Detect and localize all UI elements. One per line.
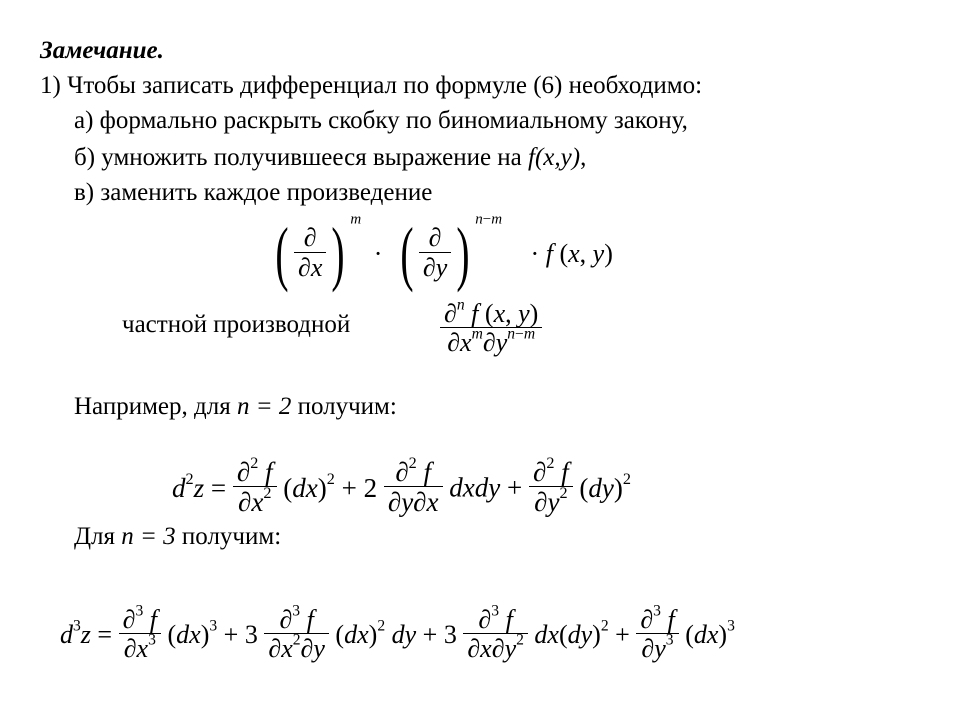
n3-value: n = 3 (121, 523, 176, 550)
replace-label: частной производной (122, 311, 351, 338)
item-b-end: , (580, 144, 587, 171)
example-suffix: получим: (291, 393, 397, 420)
example-n3 (74, 522, 281, 552)
item-b (74, 143, 586, 173)
remark-title: Замечание. (40, 37, 164, 64)
formula-product: ( $\frac{\partial}{\partial x}$ ) $^m$ · ( $\frac{\partial}{\partial y}$ ) $^{n-m}$ · f (x, y) (275, 211, 613, 293)
item-b-math: f(x,y) (528, 144, 581, 171)
formula-d3: $d^3z$ = $\frac{\partial^3 f}{\partial x^3}$ (dx)$^3$ + 3 $\frac{\partial^3 f}{\partial x^2\partial y}$ (dx)$^2$ dy + 3 $\frac{\partial^3 f}{\partial x\partial y^2}$ dx(dy)$^2$ + $\frac{\partial^3 f}{\partial y^3}$ (dx)$^3$ (60, 602, 735, 664)
example-prefix: Например, для (74, 393, 237, 420)
example-n2 (74, 392, 397, 422)
formula-partial: $\frac{\partial^n f (x, y)}{\partial x^m\partial y^{n-m}}$ (440, 300, 542, 358)
n3-suffix: получим: (175, 523, 282, 550)
item-c: в) заменить каждое произведение (74, 179, 433, 206)
example-n-value: n = 2 (236, 393, 292, 420)
n3-prefix: Для (74, 523, 122, 550)
item-a: а) формально раскрыть скобку по биномиальному закону, (74, 107, 688, 134)
item-b-text: б) умножить получившееся выражение на (74, 144, 529, 171)
item-1: 1) Чтобы записать дифференциал по формуле (6) необходимо: (40, 72, 703, 99)
formula-d2: $d^2z$ = $\frac{\partial^2 f}{\partial x^2}$ (dx)$^2$ + 2 $\frac{\partial^2 f}{\partial y\partial x}$ dxdy + $\frac{\partial^2 f}{\partial y^2}$ (dy)$^2$ (172, 454, 631, 518)
